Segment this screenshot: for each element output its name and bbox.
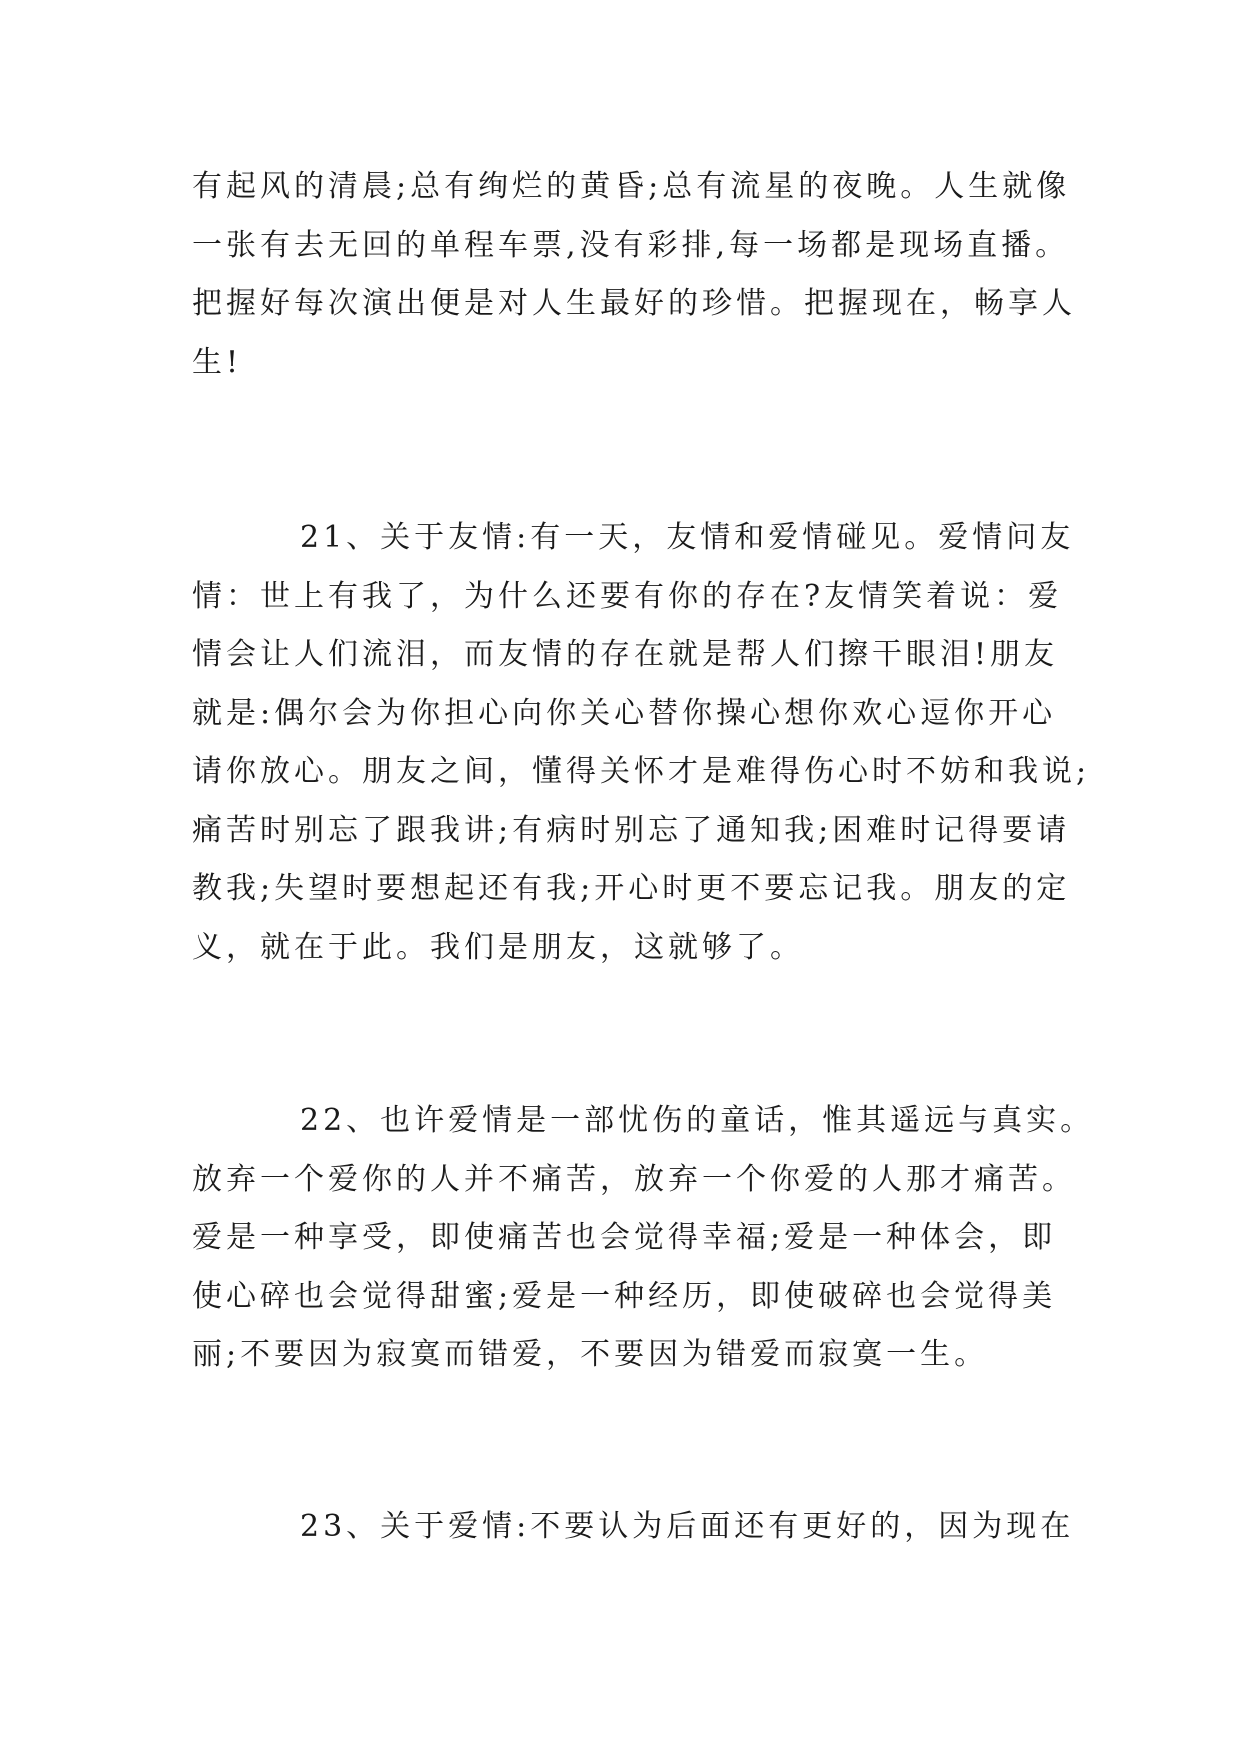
paragraph-life [192,158,1076,392]
text-line: 义，就在于此。我们是朋友，这就够了。 [192,929,804,965]
text-line-first: 23、关于爱情:不要认为后面还有更好的，因为现在 [300,1509,1075,1544]
text-line: 有起风的清晨;总有绚烂的黄昏;总有流星的夜晚。人生就像 [192,169,1071,204]
paragraph-21-friendship [192,509,1091,977]
paragraph-23-love [192,1498,1075,1557]
text-line: 放弃一个爱你的人并不痛苦，放弃一个你爱的人那才痛苦。 [192,1161,1076,1197]
text-line: 痛苦时别忘了跟我讲;有病时别忘了通知我;困难时记得要请 [192,812,1071,848]
text-line: 爱是一种享受，即使痛苦也会觉得幸福;爱是一种体会，即 [192,1220,1057,1255]
text-line: 情：世上有我了，为什么还要有你的存在?友情笑着说：爱 [192,578,1063,614]
text-line: 一张有去无回的单程车票,没有彩排,每一场都是现场直播。 [192,227,1070,263]
text-line: 就是:偶尔会为你担心向你关心替你操心想你欢心逗你开心 [192,695,1057,731]
text-line: 教我;失望时要想起还有我;开心时更不要忘记我。朋友的定 [192,871,1071,906]
text-line: 丽;不要因为寂寞而错爱，不要因为错爱而寂寞一生。 [192,1337,989,1372]
text-line: 把握好每次演出便是对人生最好的珍惜。把握现在，畅享人 [192,286,1076,321]
paragraph-22-love-fairytale [192,1092,1095,1385]
text-line-first: 21、关于友情:有一天，友情和爱情碰见。爱情问友 [300,520,1075,555]
text-line-first: 22、也许爱情是一部忧伤的童话，惟其遥远与真实。 [300,1103,1095,1138]
text-line: 生! [192,344,243,380]
text-line: 请你放心。朋友之间，懂得关怀才是难得伤心时不妨和我说; [192,754,1091,789]
text-line: 使心碎也会觉得甜蜜;爱是一种经历，即使破碎也会觉得美 [192,1278,1057,1314]
text-line: 情会让人们流泪，而友情的存在就是帮人们擦干眼泪!朋友 [192,637,1059,672]
